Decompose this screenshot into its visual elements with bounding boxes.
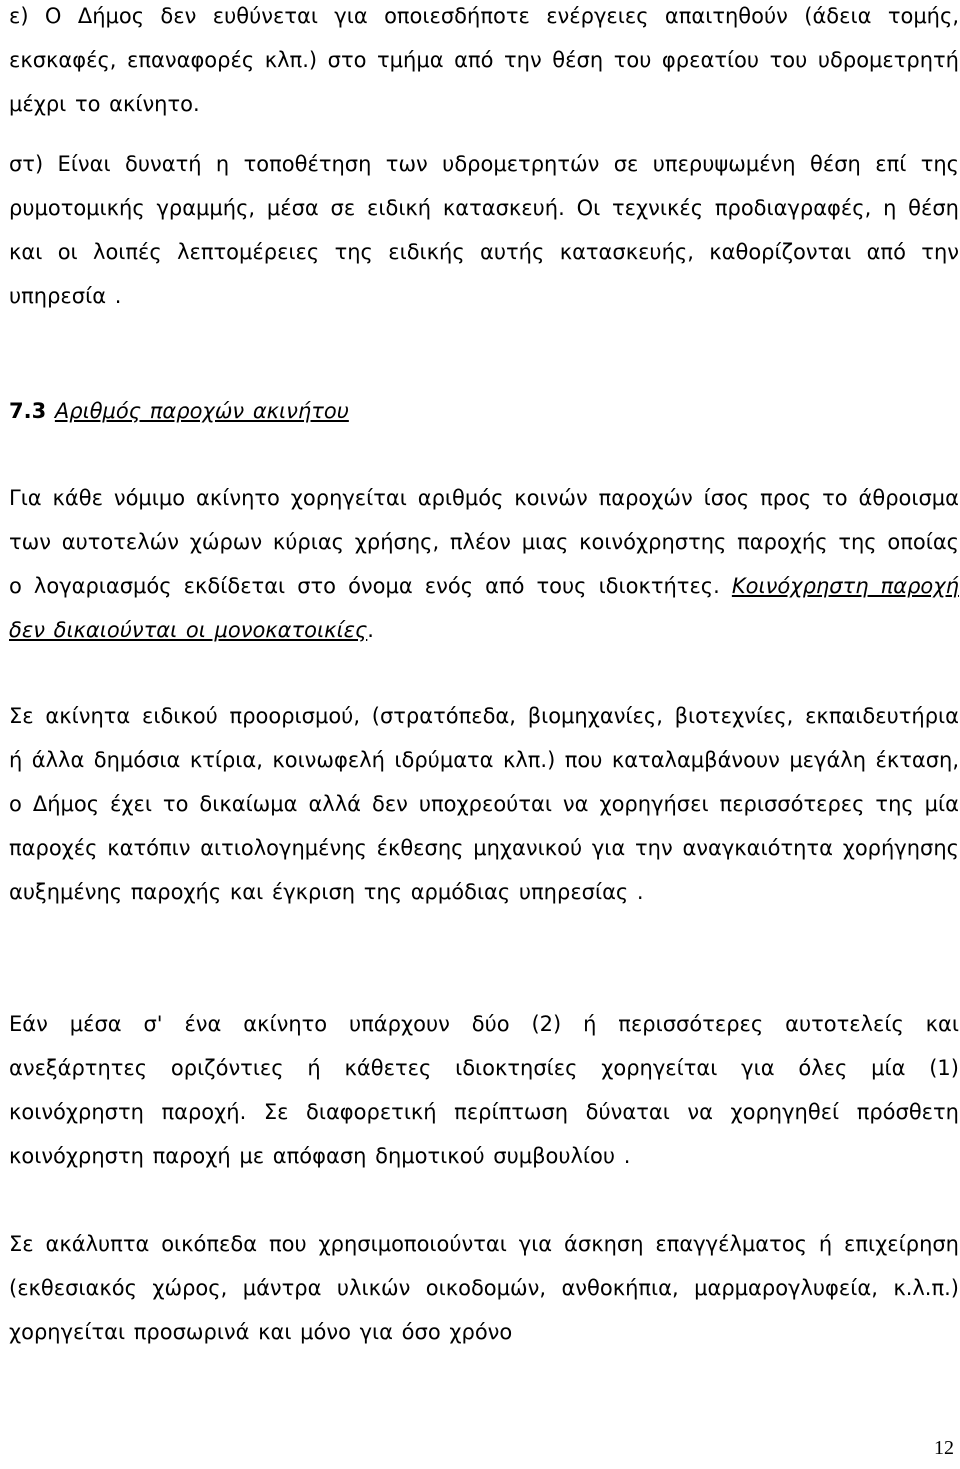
paragraph-special-use: Σε ακίνητα ειδικού προορισμού, (στρατόπεδα, βιομηχανίες, βιοτεχνίες, εκπαιδευτήρια ή άλλα δημόσια κτίρια, κοινωφελή ιδρύματα κλπ.) που καταλαμβάνουν μεγάλη έκταση, ο Δήμος έχει το δικαίωμα αλλά δεν υποχρεούται να χορηγήσει περισσότερες της μία παροχές κατόπιν αιτιολογημένης έκθεσης μηχανικού για την αναγκαιότητα χορήγησης αυξημένης παροχής και έγκριση της αρμόδιας υπηρεσίας . xyxy=(9,704,959,904)
section-number: 7.3 xyxy=(9,399,47,423)
paragraph-empty-plots: Σε ακάλυπτα οικόπεδα που χρησιμοποιούνται για άσκηση επαγγέλματος ή επιχείρηση (εκθεσιακός χώρος, μάντρα υλικών οικοδομών, ανθοκήπια, μαρμαρογλυφεία, κ.λ.π.) χορηγείται προσωρινά και μόνο για όσο χρόνο xyxy=(9,1232,959,1344)
section-heading xyxy=(9,389,959,433)
paragraph-end: . xyxy=(367,618,374,642)
section-title: Αριθμός παροχών ακινήτου xyxy=(54,399,349,423)
paragraph-multiple-properties: Εάν μέσα σ' ένα ακίνητο υπάρχουν δύο (2) ή περισσότερες αυτοτελείς και ανεξάρτητες οριζόντιες ή κάθετες ιδιοκτησίες χορηγείται για όλες μία (1) κοινόχρηστη παροχή. Σε διαφορετική περίπτωση δύναται να χορηγηθεί πρόσθετη κοινόχρηστη παροχή με απόφαση δημοτικού συμβουλίου . xyxy=(9,1012,959,1168)
paragraph-st: στ) Είναι δυνατή η τοποθέτηση των υδρομετρητών σε υπερυψωμένη θέση επί της ρυμοτομικής γραμμής, μέσα σε ειδική κατασκευή. Οι τεχνικές προδιαγραφές, η θέση και οι λοιπές λεπτομέρειες της ειδικής αυτής κατασκευής, καθορίζονται από την υπηρεσία . xyxy=(9,152,959,308)
page-number: 12 xyxy=(934,1437,954,1459)
paragraph-supply-count xyxy=(9,476,959,652)
paragraph-e: ε) Ο Δήμος δεν ευθύνεται για οποιεσδήποτε ενέργειες απαιτηθούν (άδεια τομής, εκσκαφές, επαναφορές κλπ.) στο τμήμα από την θέση του φρεατίου του υδρομετρητή μέχρι το ακίνητο. xyxy=(9,4,959,116)
paragraph-text: Για κάθε νόμιμο ακίνητο χορηγείται αριθμός κοινών παροχών ίσος προς το άθροισμα των αυτοτελών χώρων κύριας χρήσης, πλέον μιας κοινόχρηστης παροχής της οποίας ο λογαριασμός εκδίδεται στο όνομα ενός από τους ιδιοκτήτες. xyxy=(9,486,959,598)
note-underlined: Κοινόχρηστη παροχή δεν δικαιούνται οι μονοκατοικίες xyxy=(9,574,959,642)
